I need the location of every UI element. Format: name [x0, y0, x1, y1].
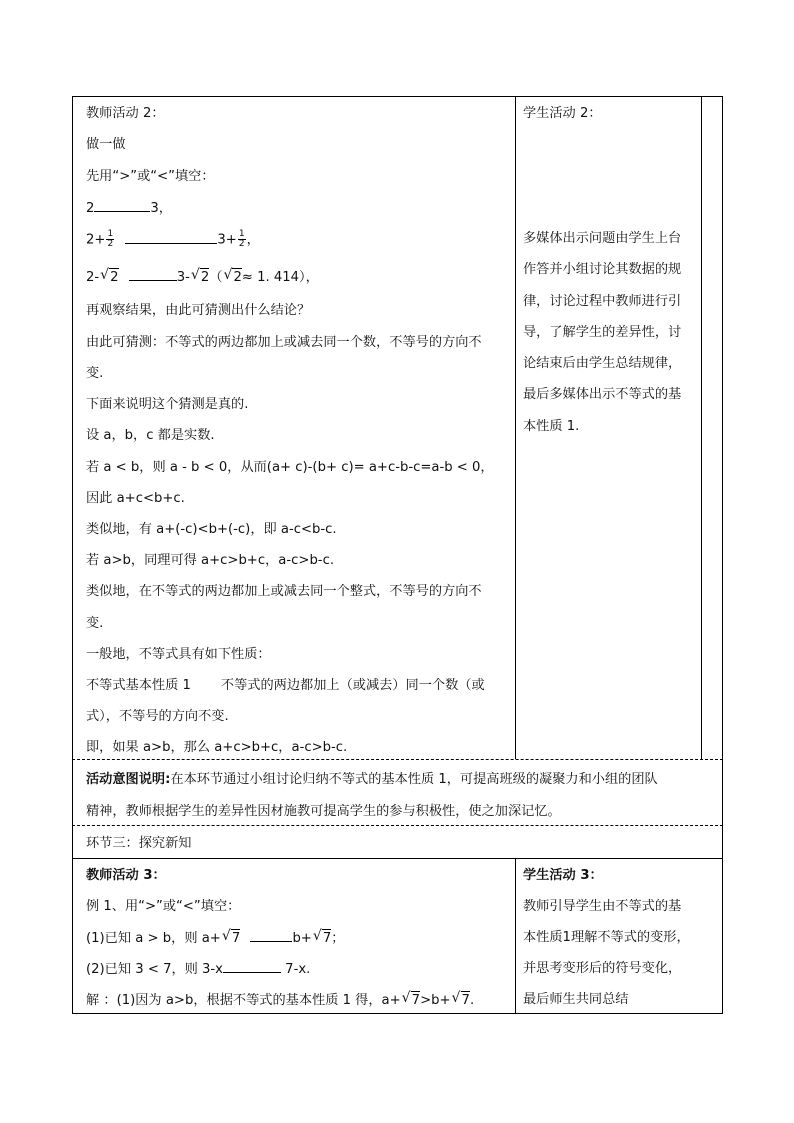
example-1-instruction: 例 1、用“>”或“<”填空： — [86, 899, 241, 914]
intent-line-2: 精神，教师根据学生的差异性因材施教可提高学生的参与积极性，使之加深记忆。 — [86, 804, 561, 819]
observe-question: 再观察结果，由此可猜测出什么结论？ — [86, 303, 311, 318]
row1-column-divider — [515, 96, 516, 759]
solution-line: 解 ：(1)因为 a>b，根据不等式的基本性质 1 得，a+√ 7>b+√ 7. — [86, 991, 474, 1010]
that-is-line: 即，如果 a>b，那么 a+c>b+c，a-c>b-c. — [86, 740, 348, 755]
example-question-1: (1)已知 a > b，则 a+√ 7 b+√ 7； — [86, 929, 344, 948]
student-activity-3-line: 教师引导学生由不等式的基 — [523, 899, 682, 914]
answer-blank[interactable] — [223, 960, 281, 973]
student-activity-3-title: 学生活动 3： — [523, 868, 603, 883]
answer-blank[interactable] — [125, 231, 217, 244]
student-activity-3-line: 最后师生共同总结 — [523, 992, 629, 1007]
teacher-activity-3-title: 教师活动 3： — [86, 868, 166, 883]
proof-line-1: 若 a < b，则 a - b < 0，从而(a+ c)-(b+ c)= a+c-b-c=a-b < 0， — [86, 460, 494, 475]
student-activity-2-line: 律，讨论过程中教师进行引 — [523, 294, 682, 309]
answer-blank[interactable] — [94, 199, 150, 212]
student-activity-2-line: 论结束后由学生总结规律， — [523, 356, 682, 371]
intent-label: 活动意图说明: — [86, 772, 171, 787]
student-activity-3-line: 并思考变形后的符号变化， — [523, 961, 682, 976]
student-activity-2-line: 本性质 1. — [523, 419, 580, 434]
fraction: $\frac{1}{2}$ — [238, 229, 245, 249]
similar-line-2a: 类似地，在不等式的两边都加上或减去同一个整式，不等号的方向不 — [86, 584, 482, 599]
right-strip-divider — [701, 96, 702, 759]
general-line: 一般地，不等式具有如下性质： — [86, 647, 271, 662]
proof-line-2: 因此 a+c<b+c. — [86, 491, 185, 506]
student-activity-2-line: 导，了解学生的差异性，讨 — [523, 325, 682, 340]
answer-blank[interactable] — [129, 268, 177, 281]
similar-line-2b: 变. — [86, 616, 104, 631]
square-root: √ 7 — [322, 929, 331, 948]
exercise-1: 2 3， — [86, 201, 172, 216]
answer-blank[interactable] — [250, 929, 292, 942]
property-line-1: 不等式基本性质 1 不等式的两边都加上（或减去）同一个数（或 — [86, 678, 485, 693]
property-line-2: 式），不等号的方向不变. — [86, 709, 229, 724]
student-activity-3-line: 本性质1理解不等式的变形， — [523, 930, 690, 945]
intent-bottom-divider — [72, 825, 723, 826]
student-activity-2-line: 最后多媒体出示不等式的基 — [523, 387, 682, 402]
similar-line-1: 类似地，有 a+(-c)<b+(-c)，即 a-c<b-c. — [86, 522, 337, 537]
exercise-3: 2-√ 2 3-√ 2（√ 2≈ 1. 414）， — [86, 268, 319, 287]
intent-line-1: 活动意图说明:在本环节通过小组讨论归纳不等式的基本性质 1，可提高班级的凝聚力和小组的团队 — [86, 772, 658, 787]
explain-line: 下面来说明这个猜测是真的. — [86, 397, 249, 412]
section-3-title: 环节三：探究新知 — [86, 836, 192, 851]
fill-instruction: 先用“>”或“<”填空： — [86, 169, 215, 184]
square-root: √ 2 — [109, 268, 118, 287]
student-activity-2-line: 作答并小组讨论其数据的规 — [523, 262, 682, 277]
square-root: √ 7 — [461, 991, 470, 1010]
row1-bottom-divider — [72, 759, 723, 760]
example-question-2: (2)已知 3 < 7，则 3-x 7-x. — [86, 962, 311, 977]
student-activity-2-line: 多媒体出示问题由学生上台 — [523, 231, 682, 246]
do-it-heading: 做一做 — [86, 137, 126, 152]
square-root: √ 2 — [200, 268, 209, 287]
teacher-activity-2-title: 教师活动 2： — [86, 106, 165, 121]
section3-bottom-divider — [72, 858, 723, 859]
fraction: $\frac{1}{2}$ — [107, 229, 114, 249]
guess-line-1: 由此可猜测：不等式的两边都加上或减去同一个数，不等号的方向不 — [86, 335, 482, 350]
guess-line-2: 变. — [86, 366, 104, 381]
square-root: √ 2 — [232, 268, 241, 287]
student-activity-2-title: 学生活动 2： — [523, 106, 602, 121]
exercise-2: 2+ $\frac{1}{2}$ 3+ $\frac{1}{2}$ ， — [86, 229, 260, 249]
if-greater-line: 若 a>b，同理可得 a+c>b+c，a-c>b-c. — [86, 553, 335, 568]
row3-column-divider — [515, 858, 516, 1014]
square-root: √ 7 — [231, 929, 240, 948]
square-root: √ 7 — [411, 991, 420, 1010]
let-line: 设 a，b，c 都是实数. — [86, 428, 215, 443]
